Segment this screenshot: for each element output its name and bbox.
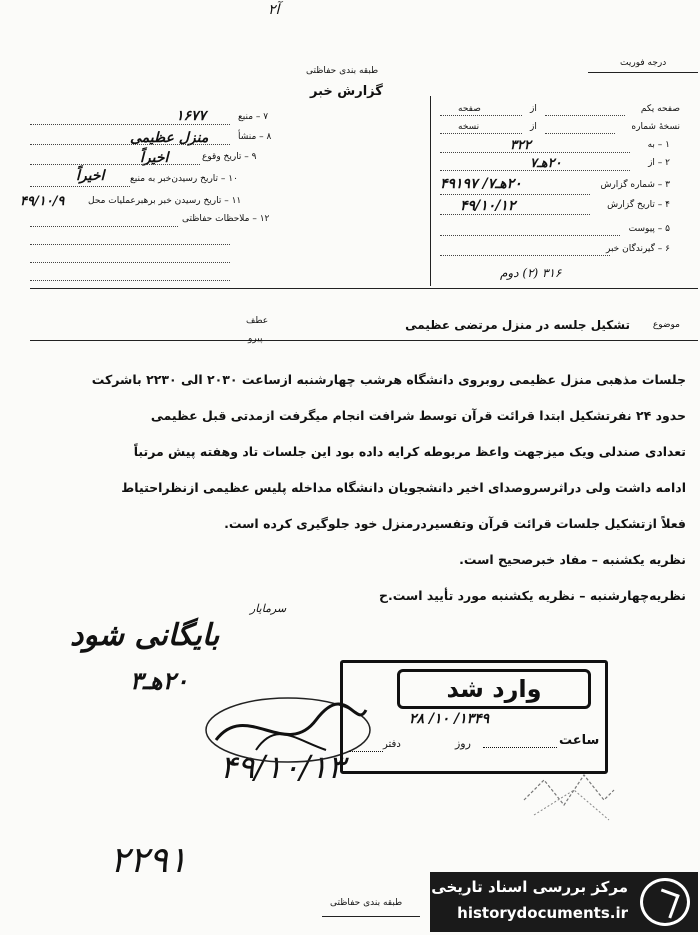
field-report-no-label: ۳ – شماره گزارش bbox=[600, 180, 670, 190]
origin-dots bbox=[30, 144, 230, 145]
field-event-date-value: اخیراً bbox=[140, 150, 169, 166]
stamp-day-label: روز bbox=[455, 737, 471, 750]
body-divider bbox=[30, 340, 698, 341]
handwritten-note: ۳۱۶ (۲) دوم bbox=[500, 266, 562, 280]
field-attachment-label: ۵ – پیوست bbox=[628, 224, 670, 234]
stamp-date: ۱۳۴۹/ ۱۰/ ۲۸ bbox=[409, 711, 490, 727]
source-dots bbox=[30, 124, 230, 125]
field-report-date-label: ۴ – تاریخ گزارش bbox=[607, 200, 670, 210]
footer-classification-label: طبقه بندی حفاظتی bbox=[330, 898, 403, 908]
notes-dots-1 bbox=[30, 226, 178, 227]
stamp-title: وارد شد bbox=[397, 669, 591, 709]
body-line: ادامه داشت ولی دراثرسروصدای اخیر دانشجویان دانشگاه مداخله پلیس عظیمی ازنظراحتیاط bbox=[121, 480, 686, 495]
priority-label: درجه فوریت bbox=[620, 58, 667, 68]
field-page: صفحه یکم bbox=[640, 104, 680, 114]
field-copy: نسخهٔ شماره bbox=[631, 122, 680, 132]
column-divider bbox=[430, 96, 431, 286]
copy-dots bbox=[545, 133, 615, 134]
subject-divider bbox=[30, 288, 698, 289]
field-origin-label: ۸ – منشأ bbox=[238, 132, 272, 142]
archive-logo bbox=[430, 872, 698, 932]
field-received-hq-label: ۱۱ – تاریخ رسیدن خبر برهبرعملیات محل bbox=[88, 196, 242, 206]
body-line: حدود ۲۴ نفرتشکیل ابتدا قرائت قرآن توسط شرافت انجام میگرفت ازمدتی قبل عظیمی bbox=[150, 408, 686, 423]
report-no-dots bbox=[440, 194, 590, 195]
field-recipients-label: ۶ – گیرندگان خبر bbox=[605, 244, 670, 254]
footer-underline bbox=[322, 916, 420, 917]
faded-stamp-mark bbox=[514, 760, 624, 830]
field-copy-unit: نسخه bbox=[458, 122, 480, 132]
field-event-date-label: ۹ – تاریخ وقوع bbox=[202, 152, 257, 162]
logo-site: historydocuments.ir bbox=[457, 904, 628, 922]
field-from-value: ۲۰هـ۷ bbox=[530, 156, 562, 171]
copy-total-dots bbox=[440, 133, 522, 134]
body-line: نظریه یکشنبه – مفاد خبرصحیح است. bbox=[459, 552, 686, 567]
field-report-date-value: ۴۹/۱۰/۱۲ bbox=[460, 198, 516, 214]
field-page-of: از bbox=[530, 104, 537, 114]
from-dots bbox=[440, 170, 630, 171]
body-line: تعدادی صندلی ویک میزجهت واعظ مربوطه کرایه داده بود این جلسات تاد وهفته پیش مرتباً bbox=[133, 444, 686, 459]
follow-label: پیرو bbox=[248, 334, 263, 344]
received-stamp bbox=[340, 660, 608, 774]
field-notes-label: ۱۲ – ملاحظات حفاظتی bbox=[182, 214, 270, 224]
report-title: گزارش خبر bbox=[310, 84, 383, 99]
handwritten-date: ۴۹/۱۰/۱۳ bbox=[220, 748, 345, 786]
field-to-value: ۳۲۲ bbox=[510, 138, 531, 153]
field-page-unit: صفحه bbox=[458, 104, 481, 114]
classification-label: طبقه بندی حفاظتی bbox=[306, 66, 379, 76]
body-line: جلسات مذهبی منزل عظیمی روبروی دانشگاه هرشب چهارشنبه ازساعت ۲۰۳۰ الی ۲۲۳۰ باشرکت bbox=[91, 372, 686, 387]
handwritten-number: ۲۲۹۱ bbox=[110, 840, 188, 881]
field-received-source-label: ۱۰ – تاریخ رسیدن‌خبر به منبع bbox=[130, 174, 238, 184]
field-origin-value: منزل عظیمی bbox=[130, 130, 209, 146]
ref-label: عطف bbox=[246, 316, 269, 326]
stamp-time-label: ساعت bbox=[559, 733, 600, 748]
notes-dots-2 bbox=[30, 244, 230, 245]
subject-label: موضوع bbox=[652, 320, 680, 330]
notes-dots-3 bbox=[30, 262, 230, 263]
field-source-value: ۱۶۷۷ bbox=[176, 108, 207, 124]
field-from-label: ۲ – از bbox=[648, 158, 670, 168]
field-source-label: ۷ – منبع bbox=[238, 112, 269, 122]
recipients-dots bbox=[440, 255, 610, 256]
page-dots bbox=[545, 115, 625, 116]
stamp-time-dots bbox=[483, 747, 557, 748]
top-mark: آ۲ bbox=[268, 2, 280, 18]
logo-emblem-icon bbox=[640, 878, 690, 926]
page-total-dots bbox=[440, 115, 522, 116]
received-source-dots bbox=[30, 186, 130, 187]
body-line: نظریه‌چهارشنبه – نظریه یکشنبه مورد تأیید است.ح bbox=[378, 588, 686, 603]
field-report-no-value: ۲۰هـ۷/ ۴۹۱۹۷ bbox=[440, 176, 522, 192]
attachment-dots bbox=[440, 235, 620, 236]
field-received-hq-value: ۴۹/۱۰/۹ bbox=[20, 194, 65, 209]
archive-note: بایگانی شود bbox=[70, 618, 220, 653]
subject-value: تشکیل جلسه در منزل مرتضی عظیمی bbox=[405, 318, 630, 332]
notes-dots-4 bbox=[30, 280, 230, 281]
priority-underline bbox=[588, 72, 698, 73]
stamp-office-dots bbox=[349, 751, 383, 752]
stamp-office-label: دفتر bbox=[383, 739, 401, 750]
archive-number: ۲۰هـ۳ bbox=[130, 666, 189, 695]
to-dots bbox=[440, 152, 630, 153]
margin-word: سرمایار bbox=[250, 602, 287, 615]
report-date-dots bbox=[440, 214, 590, 215]
field-received-source-value: اخیراً bbox=[76, 168, 105, 184]
body-line: فعلاً ازتشکیل جلسات قرائت قرآن وتفسیردرمنزل خود جلوگیری کرده است. bbox=[224, 516, 686, 531]
field-copy-of: از bbox=[530, 122, 537, 132]
event-date-dots bbox=[30, 164, 200, 165]
field-to-label: ۱ – به bbox=[647, 140, 670, 150]
logo-name: مرکز بررسی اسناد تاریخی bbox=[431, 878, 628, 896]
